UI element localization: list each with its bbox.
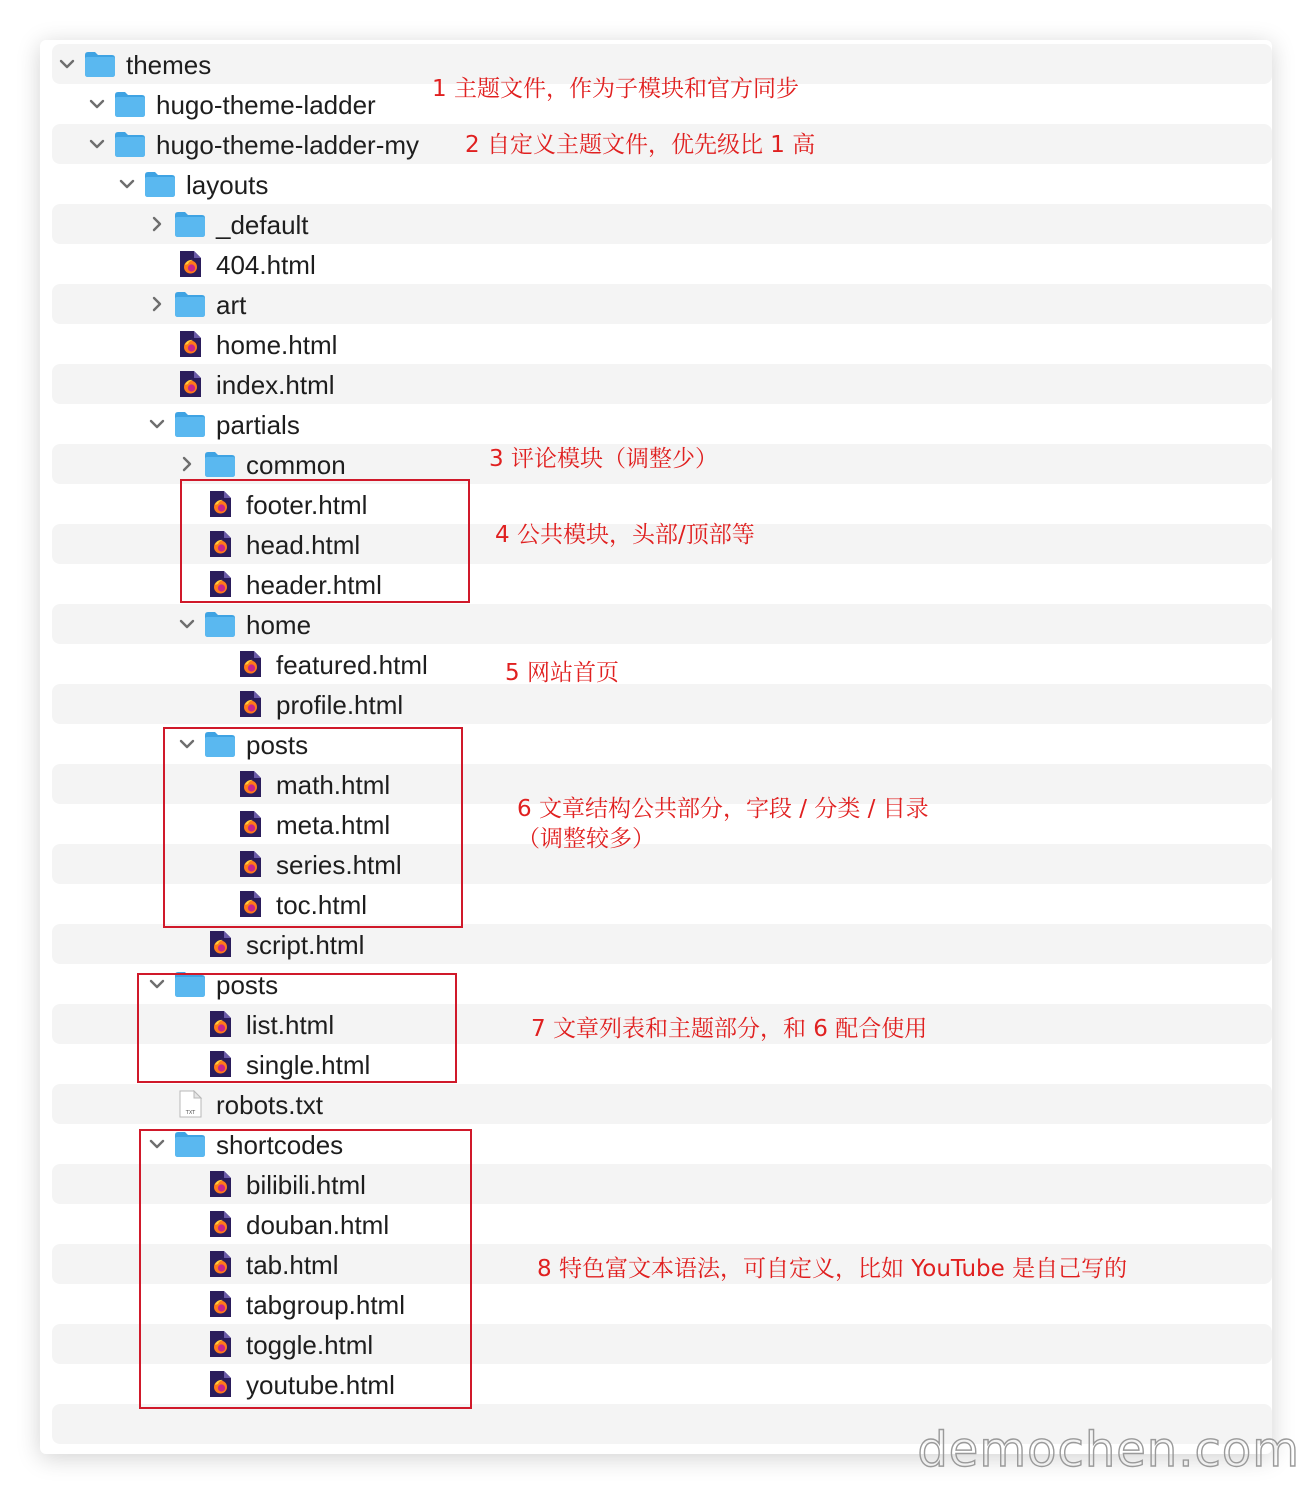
annotation-8: 8 特色富文本语法，可自定义，比如 YouTube 是自己写的: [537, 1256, 1128, 1282]
file-name-label: robots.txt: [216, 1090, 323, 1120]
file-name-label: profile.html: [276, 690, 404, 720]
firefox-html-file-icon: [174, 330, 206, 358]
file-name-label: bilibili.html: [246, 1170, 366, 1200]
chevron-down-icon[interactable]: [148, 415, 166, 433]
file-name-label: index.html: [216, 370, 335, 400]
folder-icon: [174, 210, 206, 238]
firefox-html-file-icon: [174, 250, 206, 278]
file-name-label: featured.html: [276, 650, 428, 680]
file-name-label: home: [246, 610, 312, 640]
file-name-label: partials: [216, 410, 300, 440]
annotation-5: 5 网站首页: [505, 660, 619, 686]
file-name-label: 404.html: [216, 250, 316, 280]
chevron-down-icon[interactable]: [118, 175, 136, 193]
file-name-label: meta.html: [276, 810, 391, 840]
file-name-label: home.html: [216, 330, 338, 360]
file-name-label: header.html: [246, 570, 382, 600]
firefox-html-file-icon: [204, 930, 236, 958]
folder-icon: [174, 410, 206, 438]
file-row-layouts[interactable]: [52, 164, 1272, 204]
folder-icon: [114, 90, 146, 118]
file-row-robots-txt[interactable]: [52, 1084, 1272, 1124]
annotation-3: 3 评论模块（调整少）: [489, 446, 718, 472]
firefox-html-file-icon: [174, 370, 206, 398]
file-name-label: douban.html: [246, 1210, 390, 1240]
highlight-box-shortcodes: [139, 1129, 472, 1409]
txt-icon-label: TXT: [185, 1110, 196, 1116]
file-name-label: head.html: [246, 530, 361, 560]
file-row-art[interactable]: [52, 284, 1272, 324]
folder-icon: [204, 450, 236, 478]
chevron-right-icon[interactable]: [178, 455, 196, 473]
file-name-label: hugo-theme-ladder-my: [156, 130, 420, 160]
file-name-label: shortcodes: [216, 1130, 344, 1160]
annotation-1: 1 主题文件，作为子模块和官方同步: [432, 76, 799, 102]
file-name-label: toc.html: [276, 890, 368, 920]
file-row-index-html[interactable]: [52, 364, 1272, 404]
file-row-featured-html[interactable]: [52, 644, 1272, 684]
file-row-404-html[interactable]: [52, 244, 1272, 284]
file-name-label: common: [246, 450, 346, 480]
annotation-6-line1: 6 文章结构公共部分，字段 / 分类 / 目录: [517, 796, 929, 822]
file-row-script-html[interactable]: [52, 924, 1272, 964]
chevron-down-icon[interactable]: [88, 95, 106, 113]
firefox-html-file-icon: [234, 650, 266, 678]
chevron-right-icon[interactable]: [148, 295, 166, 313]
file-name-label: series.html: [276, 850, 402, 880]
file-name-label: hugo-theme-ladder: [156, 90, 376, 120]
file-row-home[interactable]: [52, 604, 1272, 644]
chevron-right-icon[interactable]: [148, 215, 166, 233]
chevron-down-icon[interactable]: [58, 55, 76, 73]
file-name-label: list.html: [246, 1010, 335, 1040]
folder-icon: [174, 290, 206, 318]
file-name-label: layouts: [186, 170, 269, 200]
file-name-label: themes: [126, 50, 212, 80]
folder-icon: [204, 610, 236, 638]
folder-icon: [84, 50, 116, 78]
annotation-6-line2: （调整较多）: [517, 826, 655, 852]
finder-list-window: [40, 40, 1272, 1454]
file-row-home-html[interactable]: [52, 324, 1272, 364]
file-name-label: posts: [246, 730, 309, 760]
highlight-box-posts-partials: [163, 727, 463, 928]
file-name-label: single.html: [246, 1050, 371, 1080]
file-name-label: script.html: [246, 930, 365, 960]
file-name-label: youtube.html: [246, 1370, 395, 1400]
file-row-profile-html[interactable]: [52, 684, 1272, 724]
folder-icon: [144, 170, 176, 198]
file-name-label: math.html: [276, 770, 391, 800]
file-name-label: art: [216, 290, 247, 320]
annotation-7: 7 文章列表和主题部分，和 6 配合使用: [531, 1016, 928, 1042]
file-name-label: footer.html: [246, 490, 368, 520]
annotation-2: 2 自定义主题文件，优先级比 1 高: [465, 132, 816, 158]
chevron-down-icon[interactable]: [88, 135, 106, 153]
file-name-label: tabgroup.html: [246, 1290, 405, 1320]
firefox-html-file-icon: [234, 690, 266, 718]
highlight-box-common-files: [180, 479, 470, 603]
file-row-default[interactable]: [52, 204, 1272, 244]
file-name-label: posts: [216, 970, 279, 1000]
watermark: demochen.com: [917, 1422, 1300, 1478]
annotation-4: 4 公共模块，头部/顶部等: [495, 522, 755, 548]
file-name-label: tab.html: [246, 1250, 339, 1280]
file-name-label: toggle.html: [246, 1330, 374, 1360]
file-row-partials[interactable]: [52, 404, 1272, 444]
file-name-label: _default: [216, 210, 309, 240]
folder-icon: [114, 130, 146, 158]
chevron-down-icon[interactable]: [178, 615, 196, 633]
highlight-box-posts-layouts: [137, 973, 457, 1083]
text-file-icon: [174, 1090, 206, 1118]
